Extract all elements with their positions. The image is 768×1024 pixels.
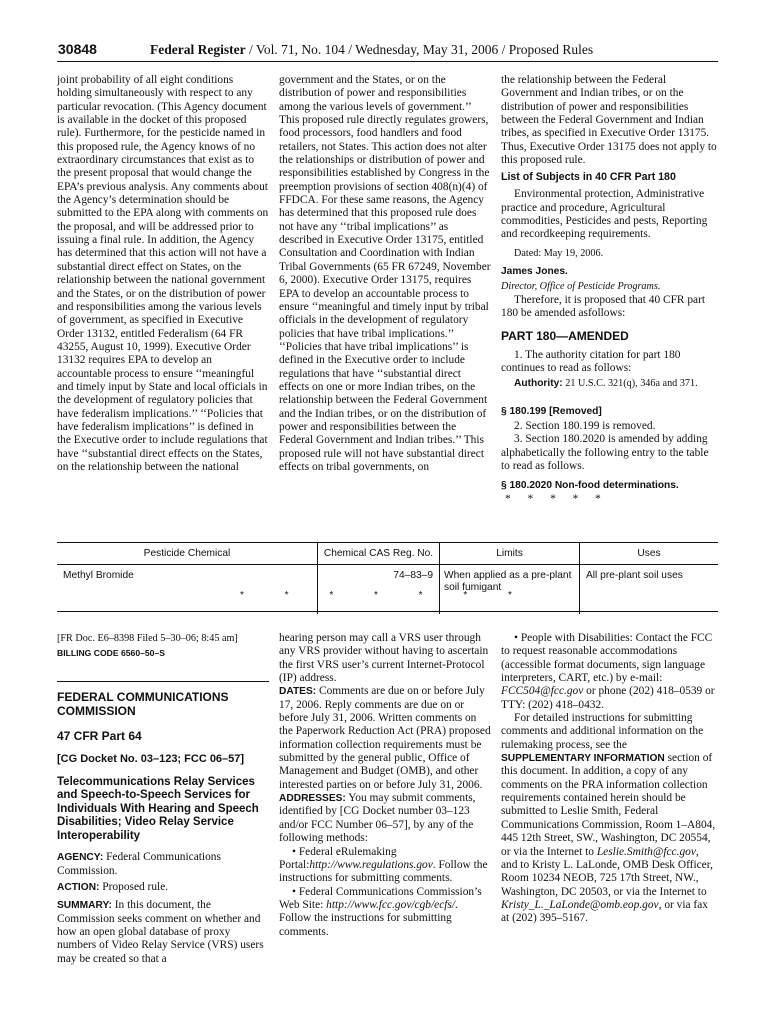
addresses-paragraph <box>279 792 491 845</box>
summary-text: In this document, the Commission seeks comment on whether and how an open global database of proxy numbers of Video Relay Service (VRS) users may be created so that a <box>57 899 264 965</box>
dates-paragraph <box>279 685 491 792</box>
authority-text: 21 U.S.C. 321(q), 346a and 371. <box>562 378 698 390</box>
fcc-ecfs-link[interactable]: http://www.fcc.gov/cgb/ecfs/ <box>326 898 456 911</box>
subjects-heading: List of Subjects in 40 CFR Part 180 <box>501 171 676 184</box>
body-text: government and the States, or on the distribution of power and responsibilities among the various levels of government.’’ This proposed rule directly regulates growers, food processors, food handlers and food retailers, not States. This action does not alter the relationships or distribution of power and responsibilities established by Congress in the preemption provisions of section 408(n)(4) of FFDCA. For these same reasons, the Agency has determined that this proposed rule does not have any ‘‘tribal implications’’ as described in Executive Order 13175, entitled Consultation and Coordination with Indian Tribal Governments (65 FR 67249, November 6, 2000). Executive Order 13175, requires EPA to develop an accountable process to ensure ‘‘meaningful and timely input by tribal officials in the development of regulatory policies that have tribal implications.’’ ‘‘Policies that have tribal implications’’ is defined in the Executive order to include regulations that have ‘‘substantial direct effects on one or more Indian tribes, on the relationship between the Federal Government and the Indian tribes, or on the distribution of power and responsibilities between the Federal Government and Indian tribes.’’ This proposed rule will not have substantial direct effects on tribal governments, on <box>279 74 491 473</box>
agency-text: Federal Communications Commission. <box>57 851 221 877</box>
rule-title: Telecommunications Relay Services and Speech-to-Speech Services for Individuals With Hearing and Speech Disabilities; Video Relay Service Interoperability <box>57 775 259 842</box>
section-removed-heading: § 180.199 [Removed] <box>501 405 602 417</box>
signer-title: Director, Office of Pesticide Programs. <box>501 281 661 293</box>
addresses-text: You may submit comments, identified by [CG Docket number 03–123 and/or FCC Number 06–57], by any of the following methods: <box>279 792 476 845</box>
page-header <box>58 41 716 59</box>
publication-name: Federal Register <box>150 42 246 57</box>
amendment-1: 1. The authority citation for part 180 continues to read as follows: <box>501 348 681 374</box>
bottom-column-3 <box>501 632 717 967</box>
action-line <box>57 881 269 894</box>
non-food-table <box>57 542 718 614</box>
authority-label: Authority: <box>514 378 563 390</box>
table-cell: Methyl Bromide <box>63 570 134 581</box>
bottom-column-1 <box>57 632 269 967</box>
issue-info: / Vol. 71, No. 104 / Wednesday, May 31, 2006 / Proposed Rules <box>245 42 594 57</box>
fcc504-email-link[interactable]: FCC504@fcc.gov <box>501 685 584 698</box>
therefore-text: Therefore, it is proposed that 40 CFR part 180 be amended asfollows: <box>501 293 706 320</box>
bullet-fcc-website: • Federal Communications Commission’s Web Site: http://www.fcc.gov/cgb/ecfs/. Follow the instructions for submitting comments. <box>279 885 482 938</box>
agency-line <box>57 851 269 878</box>
amendment-3: 3. Section 180.2020 is amended by adding alphabetically the following entry to the table to read as follows. <box>501 433 709 472</box>
dates-text: Comments are due on or before July 17, 2006. Reply comments are due on or before July 31, 2006. Written comments on the Paperwork Reduction Act (PRA) proposed information collection requirements must be submitted by the general public, Office of Management and Budget (OMB), and other interested parties on or before July 31, 2006. <box>279 685 491 791</box>
table-bottom-rule <box>57 611 718 612</box>
action-text: Proposed rule. <box>99 880 169 893</box>
bullet-erulemaking: • Federal eRulemaking Portal:http://www.regulations.gov. Follow the instructions for submitting comments. <box>279 845 488 885</box>
regulations-gov-link[interactable]: http://www.regulations.gov <box>309 858 433 871</box>
dates-label: DATES: <box>279 686 317 698</box>
addresses-label: ADDRESSES: <box>279 793 346 805</box>
agency-heading: FEDERAL COMMUNICATIONS COMMISSION <box>57 689 229 718</box>
leslie-smith-email-link[interactable]: Leslie.Smith@fcc.gov <box>596 845 696 858</box>
agency-label: AGENCY: <box>57 852 104 864</box>
section-stars: * * * * * <box>505 492 601 505</box>
action-label: ACTION: <box>57 881 100 893</box>
fr-doc-line: [FR Doc. E6–8398 Filed 5–30–06; 8:45 am] <box>57 633 238 644</box>
column-header: Uses <box>580 543 719 565</box>
header-rule <box>57 61 718 62</box>
cfr-heading: 47 CFR Part 64 <box>57 728 142 743</box>
section-nonfood-heading: § 180.2020 Non-food determinations. <box>501 480 679 492</box>
signer-name: James Jones. <box>501 266 568 278</box>
agency-divider <box>57 681 269 682</box>
table-stars: * * * * * * * <box>240 590 512 601</box>
billing-code: BILLING CODE 6560–50–S <box>57 648 165 659</box>
instructions-paragraph: For detailed instructions for submitting comments and additional information on the rulemaking process, see the SUPPLEMENTARY INFORMATION section of this document. In addition, a copy of any comments on the PRA information collection requirements contained herein should be submitted to Leslie Smith, Federal Communications Commission, Room 1–A804, 445 12th Street, SW., Washington, DC 20554, or via the Internet to Leslie.Smith@fcc.gov, and to Kristy L. LaLonde, OMB Desk Officer, Room 10234 NEOB, 725 17th Street, NW., Washington, DC 20503, or via the Internet to Kristy_L._LaLonde@omb.eop.gov, or via fax at (202) 395–5167. <box>501 712 716 925</box>
bottom-column-2 <box>279 632 491 967</box>
body-text: the relationship between the Federal Government and Indian tribes, or on the distribution of power and responsibilities between the Federal Government and Indian tribes, as specified in Executive Order 13175. Thus, Executive Order 13175 does not apply to this proposed rule. <box>501 74 717 167</box>
summary-label: SUMMARY: <box>57 900 112 912</box>
column-header: Limits <box>440 543 580 565</box>
top-column-1 <box>57 74 269 534</box>
column-header: Chemical CAS Reg. No. <box>318 543 440 565</box>
docket-heading: [CG Docket No. 03–123; FCC 06–57] <box>57 752 245 765</box>
body-text: joint probability of all eight conditions holding simultaneously with respect to any particular revocation. (This Agency document is available in the docket of this proposed rule). Furthermore, for the pesticide named in this proposed rule, the Agency knows of no extraordinary circumstances that exist as to the present proposal that would change the EPA’s previous analysis. Any comments about the Agency’s determination should be submitted to the EPA along with comments on the proposal, and will be addressed prior to issuing a final rule. In addition, the Agency has determined that this action will not have a substantial direct effect on States, on the relationship between the national government and the States, or on the distribution of power and responsibilities among the various levels of government, as specified in Executive Order 13132, entitled Federalism (64 FR 43255, August 10, 1999). Executive Order 13132 requires EPA to develop an accountable process to ensure ‘‘meaningful and timely input by State and local officials in the development of regulatory policies that have federalism implications.’’ ‘‘Policies that have federalism implications’’ is defined in the Executive order to include regulations that have ‘‘substantial direct effects on the States, on the relationship between the national <box>57 74 269 473</box>
top-column-3 <box>501 74 717 534</box>
dated-line: Dated: May 19, 2006. <box>514 247 604 259</box>
summary-continued: hearing person may call a VRS user through any VRS provider without having to ascertain the first VRS user’s current Internet-Protocol (IP) address. <box>279 632 489 685</box>
authority-line <box>501 377 717 390</box>
page-number: 30848 <box>58 41 97 57</box>
table-cell: All pre-plant soil uses <box>580 565 719 615</box>
bullet-disabilities: • People with Disabilities: Contact the FCC to request reasonable accommodations (accessible format documents, sign language interpreters, CART, etc.) by e-mail: FCC504@fcc.gov or phone (202) 418–0539 or TTY: (202) 418–0432. <box>501 632 715 711</box>
table-cell: When applied as a pre-plant soil fumigant <box>440 565 580 615</box>
supplementary-info-ref: SUPPLEMENTARY INFORMATION <box>501 753 665 765</box>
table-header-row <box>57 543 718 565</box>
table-cell: 74–83–9 <box>318 565 440 615</box>
summary-paragraph <box>57 899 269 966</box>
part-heading: PART 180—AMENDED <box>501 328 629 343</box>
running-head <box>150 42 593 58</box>
column-header: Pesticide Chemical <box>57 543 318 565</box>
lalonde-email-link[interactable]: Kristy_L._LaLonde@omb.eop.gov <box>501 898 659 911</box>
amendment-2: 2. Section 180.199 is removed. <box>514 419 656 432</box>
top-column-2 <box>279 74 491 534</box>
subjects-text: Environmental protection, Administrative practice and procedure, Agricultural commodities, Pesticides and pests, Reporting and recordkeeping requirements. <box>501 188 708 241</box>
